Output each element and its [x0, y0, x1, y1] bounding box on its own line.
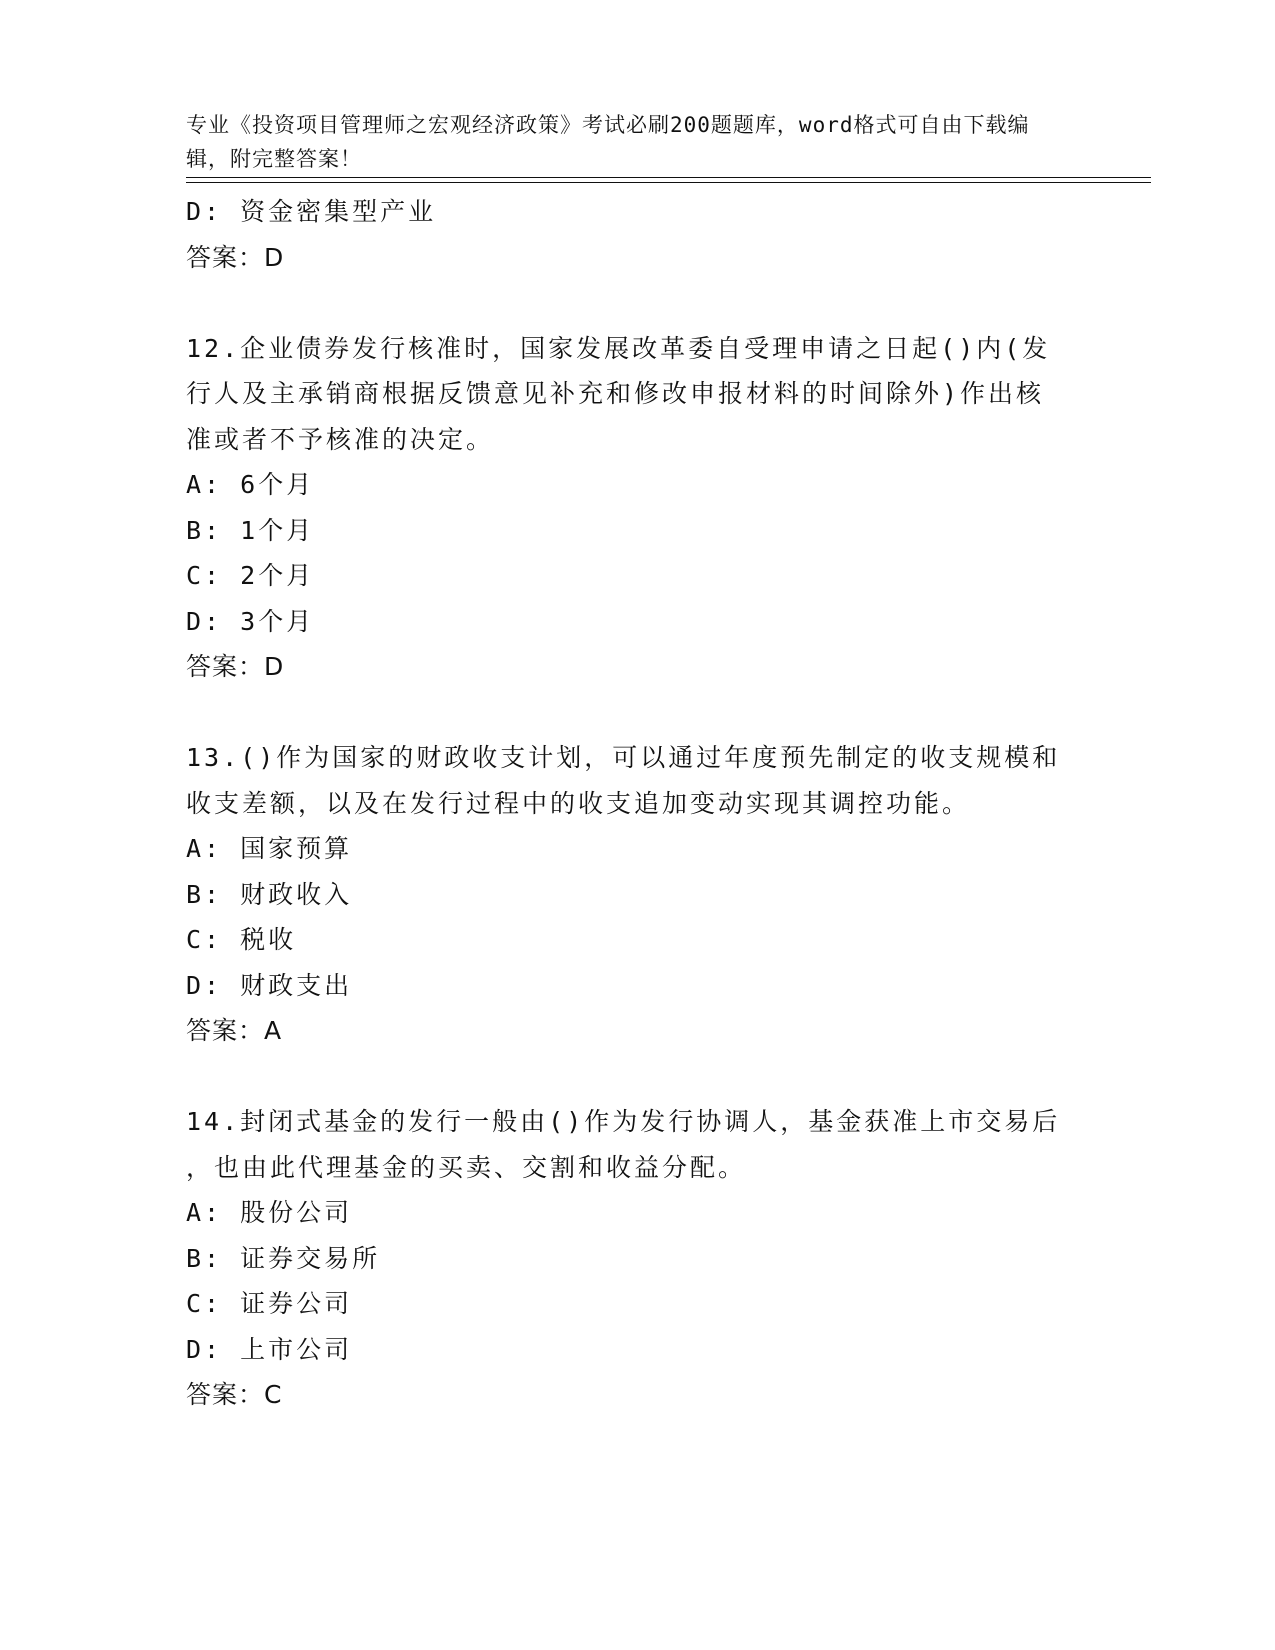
answer-line: 答案：C: [186, 1380, 283, 1409]
option-a: A: 6个月: [186, 470, 315, 499]
spacer: [186, 1054, 1086, 1100]
question-block-13: [186, 735, 1086, 1054]
option-a: A: 国家预算: [186, 834, 353, 863]
option-c: C: 证券公司: [186, 1289, 353, 1318]
question-block-12: [186, 326, 1086, 690]
question-text-line: 14.封闭式基金的发行一般由()作为发行协调人，基金获准上市交易后: [186, 1107, 1061, 1136]
spacer: [186, 280, 1086, 326]
option-b: B: 1个月: [186, 515, 315, 545]
question-block-14: [186, 1099, 1086, 1418]
option-d: D: 资金密集型产业: [186, 197, 437, 226]
spacer: [186, 690, 1086, 736]
option-b: B: 证券交易所: [186, 1243, 381, 1273]
question-text-line: ，也由此代理基金的买卖、交割和收益分配。: [186, 1152, 747, 1182]
question-text-line: 收支差额，以及在发行过程中的收支追加变动实现其调控功能。: [186, 788, 971, 818]
question-block-11-continued: [186, 189, 1086, 280]
option-d: D: 上市公司: [186, 1334, 353, 1364]
question-list: [186, 189, 1086, 1418]
question-text-line: 13.()作为国家的财政收支计划，可以通过年度预先制定的收支规模和: [186, 743, 1061, 772]
answer-line: 答案：D: [186, 242, 285, 272]
option-b: B: 财政收入: [186, 879, 353, 909]
document-title: 专业《投资项目管理师之宏观经济政策》考试必刷200题题库，word格式可自由下载编辑，附完整答案！: [186, 113, 1030, 171]
option-c: C: 税收: [186, 925, 297, 954]
option-a: A: 股份公司: [186, 1198, 353, 1227]
option-d: D: 3个月: [186, 606, 315, 636]
question-text-line: 12.企业债券发行核准时，国家发展改革委自受理申请之日起()内(发: [186, 333, 1051, 363]
option-d: D: 财政支出: [186, 970, 353, 1000]
question-text-line: 行人及主承销商根据反馈意见补充和修改申报材料的时间除外)作出核: [186, 379, 1045, 408]
answer-line: 答案：A: [186, 1016, 283, 1045]
question-text-line: 准或者不予核准的决定。: [186, 424, 495, 454]
option-c: C: 2个月: [186, 561, 315, 590]
answer-line: 答案：D: [186, 652, 285, 681]
header-double-rule: [186, 177, 1151, 183]
